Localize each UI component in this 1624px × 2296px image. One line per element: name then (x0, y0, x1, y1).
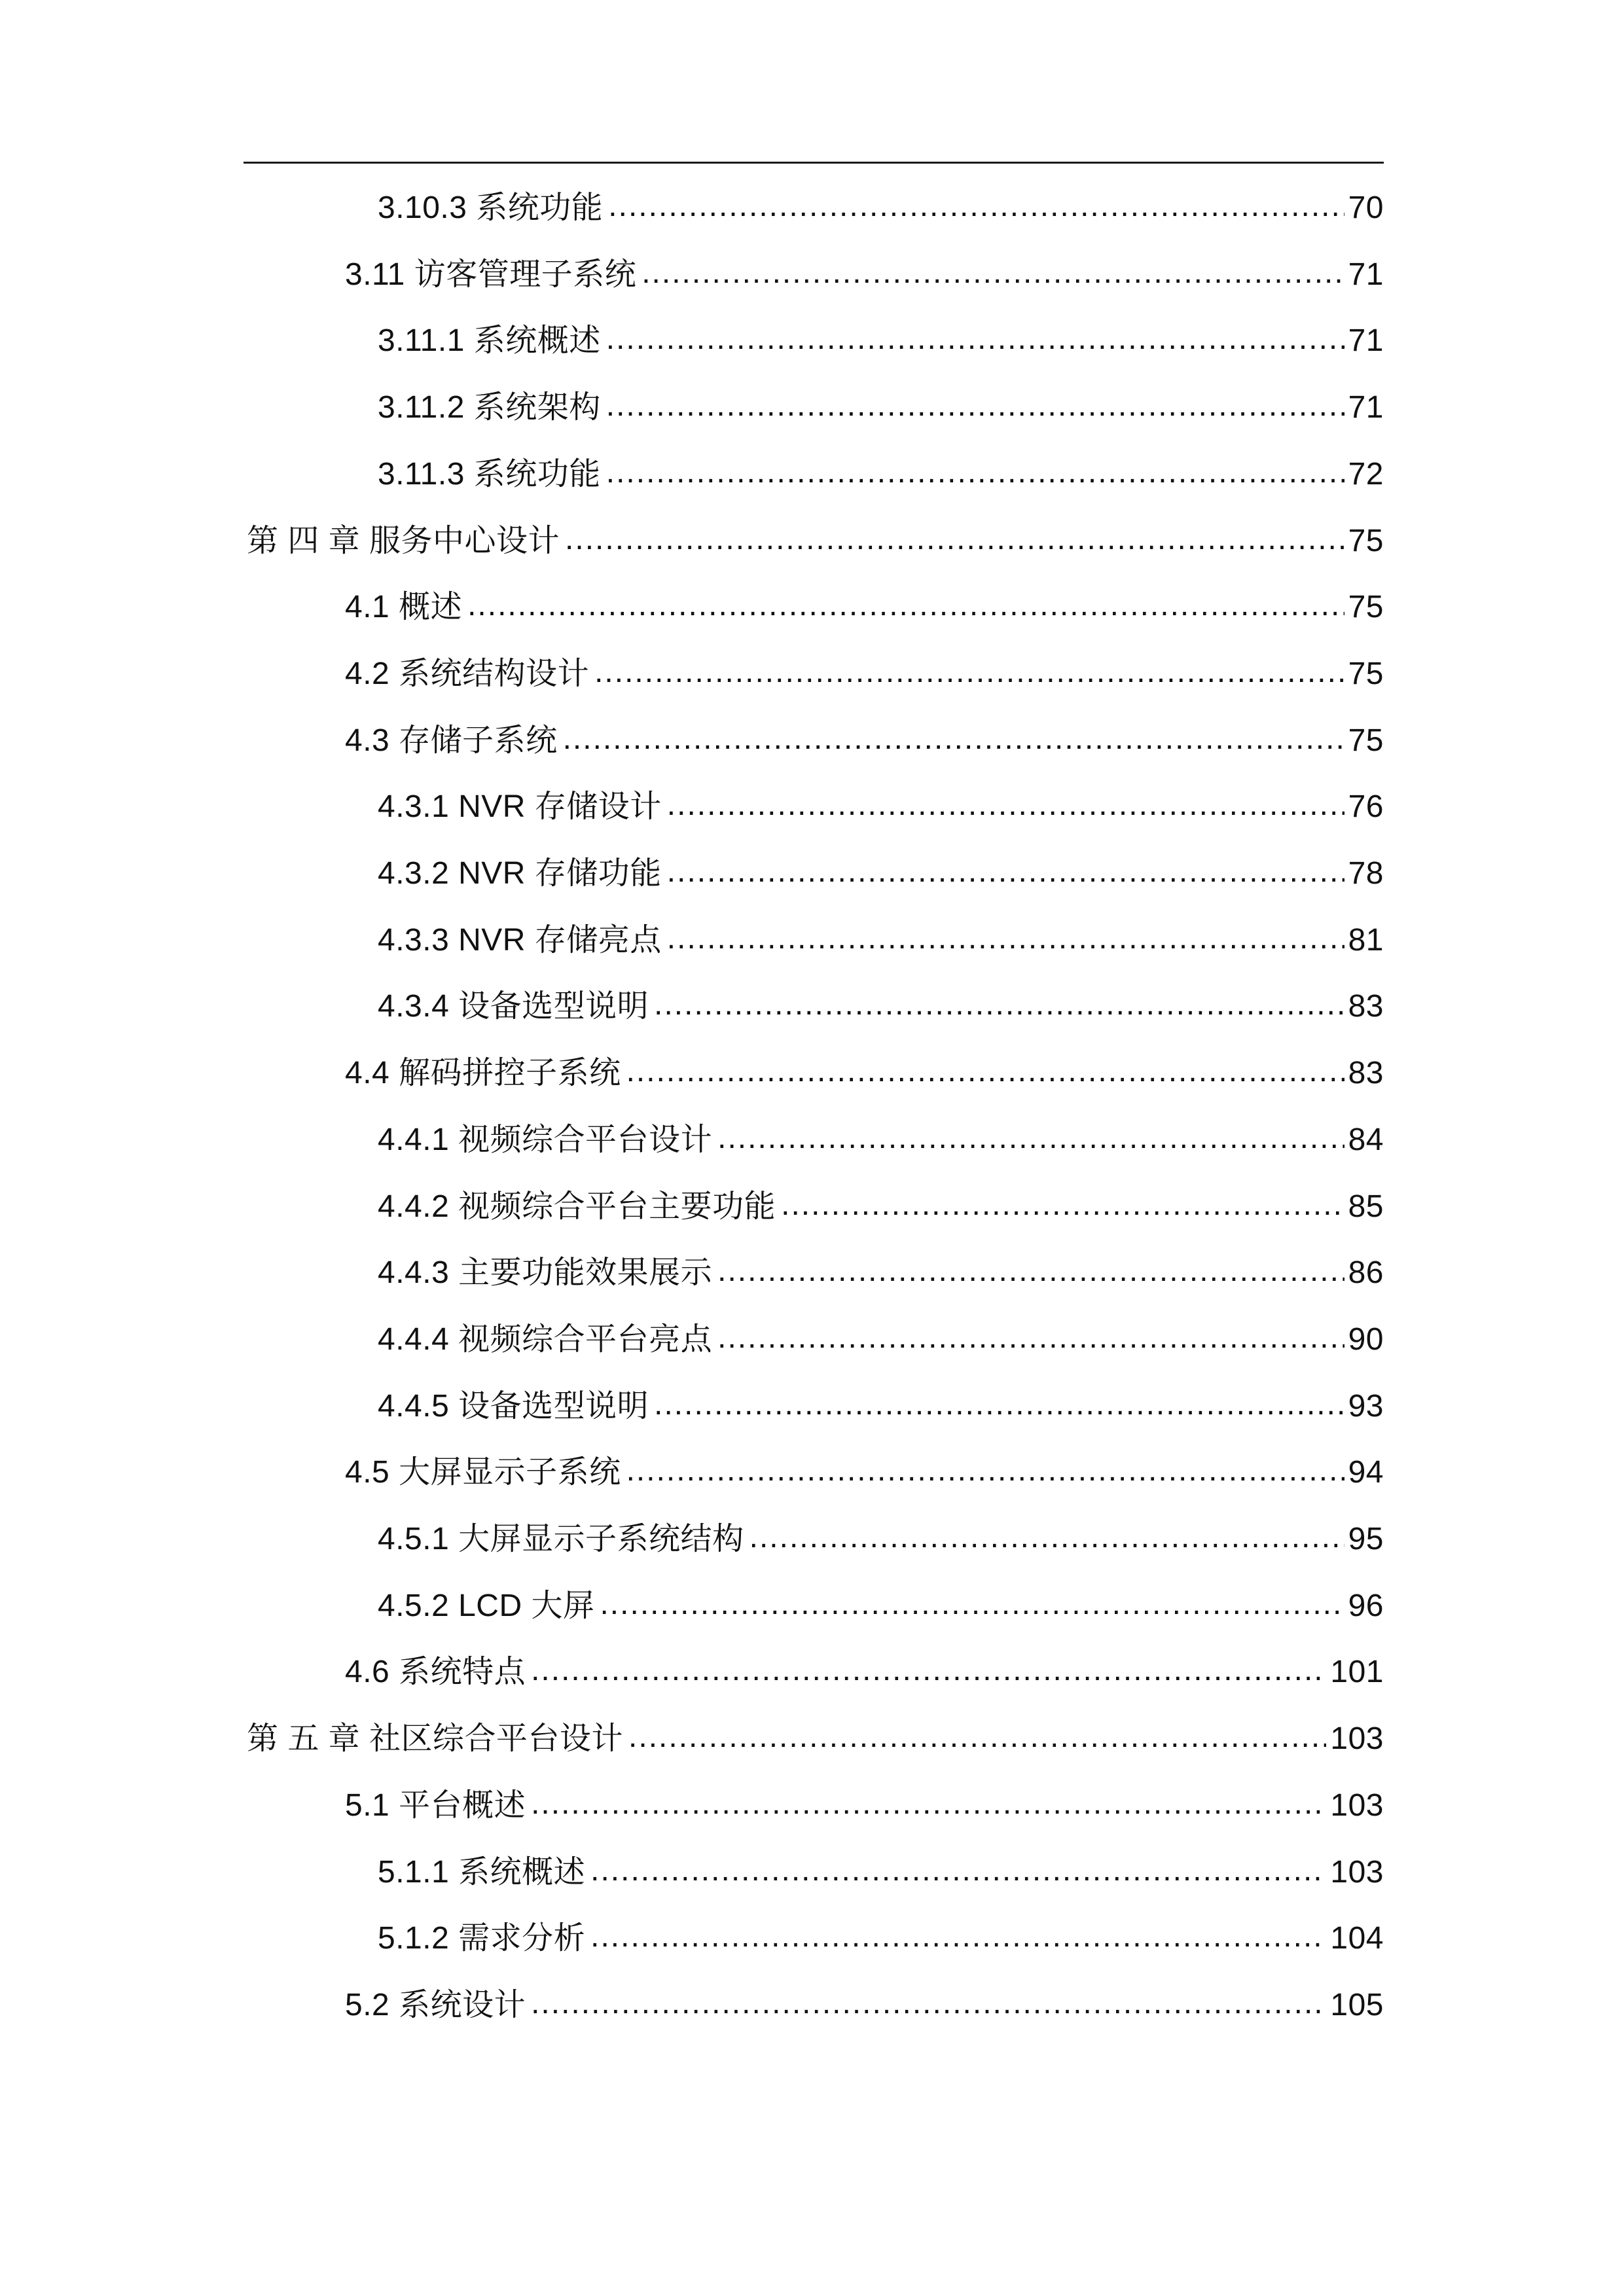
toc-dot-leader (749, 1516, 1344, 1562)
toc-entry[interactable] (345, 1050, 1384, 1096)
toc-entry-label: 4.4.5 设备选型说明 (378, 1389, 649, 1424)
toc-entry[interactable] (378, 784, 1384, 830)
toc-entry-page-number: 85 (1348, 1189, 1384, 1224)
toc-dot-leader (667, 918, 1344, 963)
toc-dot-leader (667, 784, 1344, 830)
toc-entry-page-number: 96 (1348, 1588, 1384, 1623)
toc-entry[interactable] (345, 718, 1384, 764)
toc-entry[interactable] (378, 1117, 1384, 1163)
toc-entry[interactable] (345, 584, 1384, 630)
toc-entry-label: 3.11.2 系统架构 (378, 390, 601, 425)
toc-entry-label: 5.1.2 需求分析 (378, 1921, 586, 1956)
toc-entry[interactable] (378, 452, 1384, 497)
toc-entry-page-number: 71 (1348, 390, 1384, 425)
toc-entry-label: 4.6 系统特点 (345, 1655, 526, 1689)
toc-entry[interactable] (378, 851, 1384, 897)
toc-entry-label: 4.3.3 NVR 存储亮点 (378, 923, 662, 958)
toc-entry-label: 4.3.2 NVR 存储功能 (378, 856, 662, 891)
toc-entry-page-number: 104 (1330, 1921, 1384, 1956)
toc-entry-page-number: 71 (1348, 323, 1384, 358)
toc-dot-leader (606, 385, 1344, 431)
toc-dot-leader (606, 318, 1344, 364)
toc-entry-label: 第 五 章 社区综合平台设计 (247, 1721, 624, 1756)
toc-entry-label: 5.2 系统设计 (345, 1988, 526, 2022)
toc-dot-leader (717, 1117, 1344, 1163)
toc-dot-leader (654, 1384, 1344, 1429)
toc-entry-page-number: 75 (1348, 590, 1384, 624)
toc-entry[interactable] (378, 1384, 1384, 1429)
toc-entry-label: 3.11.1 系统概述 (378, 323, 601, 358)
toc-entry-label: 4.2 系统结构设计 (345, 656, 590, 691)
toc-entry-label: 3.10.3 系统功能 (378, 190, 604, 225)
toc-entry[interactable] (345, 252, 1384, 298)
toc-entry-label: 4.5 大屏显示子系统 (345, 1455, 621, 1490)
toc-dot-leader (531, 1783, 1326, 1829)
toc-entry-page-number: 103 (1330, 1721, 1384, 1756)
toc-entry-page-number: 86 (1348, 1255, 1384, 1290)
toc-entry[interactable] (378, 385, 1384, 431)
toc-entry-page-number: 84 (1348, 1122, 1384, 1157)
toc-entry-label: 3.11 访客管理子系统 (345, 257, 637, 292)
toc-dot-leader (641, 252, 1344, 298)
toc-entry-page-number: 101 (1330, 1655, 1384, 1689)
toc-entry[interactable] (247, 1716, 1384, 1762)
toc-entry-page-number: 93 (1348, 1389, 1384, 1424)
toc-entry-label: 4.5.2 LCD 大屏 (378, 1588, 595, 1623)
toc-entry-label: 5.1.1 系统概述 (378, 1855, 586, 1890)
toc-entry[interactable] (345, 1649, 1384, 1695)
toc-entry[interactable] (378, 185, 1384, 231)
toc-entry-page-number: 103 (1330, 1855, 1384, 1890)
toc-dot-leader (600, 1583, 1344, 1629)
toc-dot-leader (626, 1450, 1344, 1496)
toc-dot-leader (594, 651, 1344, 697)
toc-dot-leader (565, 518, 1344, 564)
toc-entry-label: 4.4 解码拼控子系统 (345, 1056, 621, 1090)
toc-dot-leader (531, 1982, 1326, 2028)
toc-entry-label: 4.1 概述 (345, 590, 463, 624)
toc-entry-page-number: 105 (1330, 1988, 1384, 2022)
toc-entry-label: 4.3.1 NVR 存储设计 (378, 789, 662, 824)
toc-entry-label: 第 四 章 服务中心设计 (247, 524, 560, 558)
toc-entry[interactable] (345, 1783, 1384, 1829)
toc-entry-label: 5.1 平台概述 (345, 1788, 526, 1823)
toc-entry[interactable] (378, 918, 1384, 963)
toc-entry[interactable] (378, 1184, 1384, 1230)
toc-entry-page-number: 103 (1330, 1788, 1384, 1823)
toc-entry-label: 3.11.3 系统功能 (378, 457, 601, 492)
toc-dot-leader (606, 452, 1344, 497)
toc-dot-leader (717, 1250, 1344, 1296)
toc-dot-leader (563, 718, 1344, 764)
toc-entry[interactable] (378, 1317, 1384, 1363)
toc-dot-leader (781, 1184, 1344, 1230)
toc-entry[interactable] (345, 1450, 1384, 1496)
toc-entry-page-number: 95 (1348, 1522, 1384, 1556)
toc-entry-page-number: 81 (1348, 923, 1384, 958)
toc-entry-label: 4.5.1 大屏显示子系统结构 (378, 1522, 744, 1556)
toc-entry-page-number: 90 (1348, 1322, 1384, 1357)
toc-entry-page-number: 71 (1348, 257, 1384, 292)
toc-entry[interactable] (378, 318, 1384, 364)
toc-dot-leader (628, 1716, 1326, 1762)
toc-dot-leader (717, 1317, 1344, 1363)
toc-dot-leader (654, 984, 1344, 1030)
toc-entry[interactable] (345, 1982, 1384, 2028)
toc-entry-page-number: 83 (1348, 989, 1384, 1024)
toc-entry[interactable] (378, 1516, 1384, 1562)
toc-entry-label: 4.4.3 主要功能效果展示 (378, 1255, 713, 1290)
toc-entry[interactable] (378, 1583, 1384, 1629)
toc-entry-page-number: 75 (1348, 524, 1384, 558)
toc-entry-page-number: 83 (1348, 1056, 1384, 1090)
toc-entry[interactable] (378, 1250, 1384, 1296)
toc-dot-leader (608, 185, 1344, 231)
toc-dot-leader (590, 1916, 1326, 1962)
toc-dot-leader (531, 1649, 1326, 1695)
toc-dot-leader (590, 1850, 1326, 1895)
toc-entry-page-number: 75 (1348, 656, 1384, 691)
toc-entry[interactable] (345, 651, 1384, 697)
toc-entry-page-number: 78 (1348, 856, 1384, 891)
toc-entry-page-number: 76 (1348, 789, 1384, 824)
toc-entry-page-number: 94 (1348, 1455, 1384, 1490)
toc-entry-label: 4.4.2 视频综合平台主要功能 (378, 1189, 776, 1224)
toc-entry-label: 4.3 存储子系统 (345, 723, 558, 758)
toc-entry[interactable] (378, 984, 1384, 1030)
toc-entry-label: 4.3.4 设备选型说明 (378, 989, 649, 1024)
toc-entry-page-number: 72 (1348, 457, 1384, 492)
toc-entry-label: 4.4.1 视频综合平台设计 (378, 1122, 713, 1157)
toc-dot-leader (667, 851, 1344, 897)
toc-entry[interactable] (247, 518, 1384, 564)
toc-dot-leader (467, 584, 1344, 630)
toc-entry-label: 4.4.4 视频综合平台亮点 (378, 1322, 713, 1357)
toc-dot-leader (626, 1050, 1344, 1096)
toc-entry[interactable] (378, 1916, 1384, 1962)
toc-entry-page-number: 70 (1348, 190, 1384, 225)
toc-entry[interactable] (378, 1850, 1384, 1895)
toc-entry-page-number: 75 (1348, 723, 1384, 758)
